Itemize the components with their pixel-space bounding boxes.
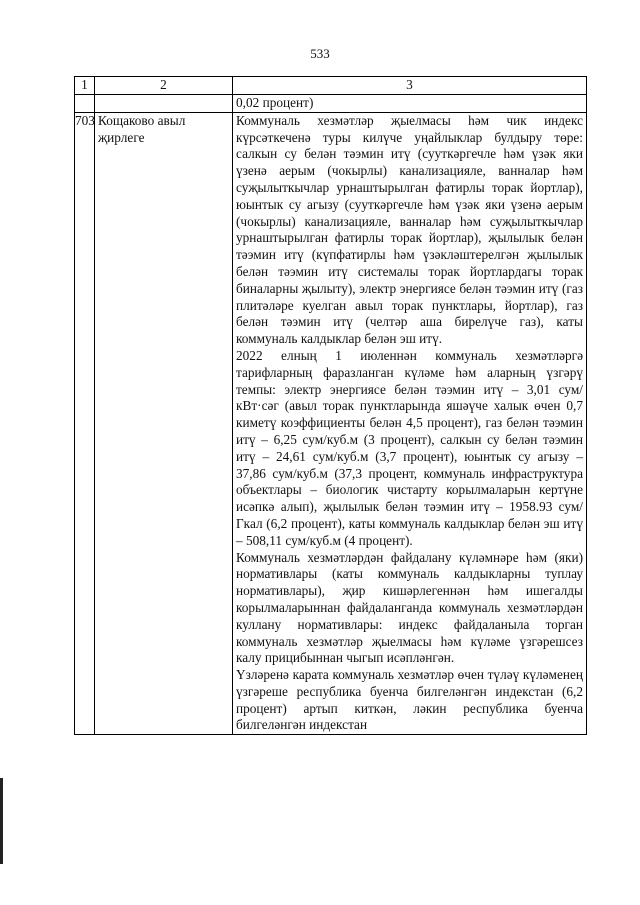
row-number: 703	[75, 112, 95, 734]
continuation-col-1	[75, 95, 95, 113]
paragraph-tariffs: 2022 елның 1 июленнән коммуналь хезмәтләргә тарифларның фаразланган күләме һәм аларның үзгәрү темпы: электр энергиясе белән тәэмин итү – 3,01 сум/кВт·сәг (авыл торак пунктларында яшәүче халык өчен 0,7 киметү коэффициенты белән 4,5 процент), газ белән тәэмин итү – 6,25 сум/куб.м (3 процент), салкын су белән тәэмин итү – 24,61 сум/куб.м (3,7 процент), юынтык су агызу – 37,86 сум/куб.м (37,3 процент, коммуналь инфраструктура объектлары – биологик чистарту корылмаларын кертүне исәпкә алып), җылылык белән тәэмин итү – 1958.93 сум/Гкал (6,2 процент), каты коммуналь калдыклар белән эш итү – 508,11 сум/куб.м (4 процент).	[236, 347, 583, 548]
paragraph-index: Үзләренә карата коммуналь хезмәтләр өчен түләү күләменең үзгәреше республика буенча билгеләнгән индекстан (6,2 процент) артып киткән, ләкин республика буенча билгеләнгән индекстан	[236, 667, 583, 733]
continuation-row	[75, 95, 587, 113]
paragraph-services: Коммуналь хезмәтләр җыелмасы һәм чик индекс күрсәткеченә туры килүче уңайлыклар булдыру төре: салкын су белән тәэмин итү (сууткәргечле һәм үзәк яки үзенә аерым (чокырлы) канализацияле, ванналар һәм суҗылыткычлар урнаштырылган фатирлы торак йортлар), юынтык су агызу (сууткәргечле һәм үзәк яки үзенә аерым (чокырлы) канализацияле, ванналар һәм суҗылыткычлар урнаштырылган фатирлы торак йортлар), җылылык белән тәэмин итү (күпфатирлы һәм үзәкләштерелгән җылылык белән тәэмин итү системалы торак йортлардагы торак биналарны җылыту), электр энергиясе белән тәэмин итү (газ плитәләре куелган авыл торак пунктлары, йортлар), газ белән тәэмин итү (челтәр аша бирелүче газ), каты коммуналь калдыклар белән эш итү.	[236, 112, 583, 347]
table-header-row	[75, 77, 587, 95]
page-number: 533	[310, 46, 330, 61]
paragraph-volumes: Коммуналь хезмәтләрдән файдалану күләмнәре һәм (яки) нормативлары (каты коммуналь калдыкларны туплау нормативлары), җир кишәрлегеннән һәм ишегалды корылмаларыннан файдаланганда коммуналь хезмәтләрдән куллану нормативлары: индекс файдаланыла торган коммуналь хезмәтләр җыелмасы һәм күләме үзгәрешсез калу прицибыннан чыгып исәпләнгән.	[236, 549, 583, 666]
continuation-text: 0,02 процент)	[233, 95, 587, 113]
header-col-2: 2	[95, 77, 233, 95]
header-col-1: 1	[75, 77, 95, 95]
header-col-3: 3	[233, 77, 587, 95]
description-cell	[233, 112, 587, 734]
tariff-table	[74, 76, 587, 735]
continuation-col-2	[95, 95, 233, 113]
settlement-name: Кощаково авыл җирлеге	[95, 112, 233, 734]
table-row	[75, 112, 587, 734]
scan-edge-mark	[0, 778, 3, 864]
